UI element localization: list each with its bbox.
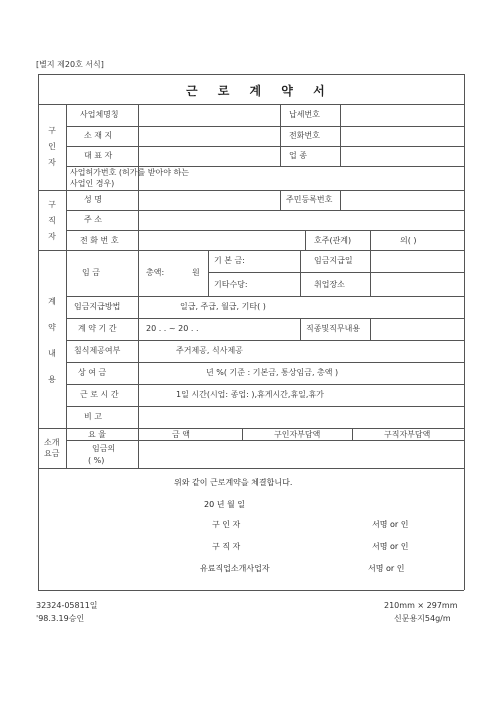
fee-rate-label: 요 율: [88, 430, 106, 439]
representative-label: 대 표 자: [84, 151, 113, 160]
seeker-address-label: 주 소: [84, 215, 102, 224]
pay-day-label: 임금지급일: [314, 256, 353, 265]
approval-date: '98.3.19승인: [36, 614, 85, 623]
household-head-label: 호주(관계): [314, 236, 352, 245]
address-label: 소 재 지: [84, 131, 113, 140]
lodging-value: 주거제공, 식사제공: [176, 346, 243, 355]
seeker-section-label: 구 직 자: [48, 200, 56, 241]
fee-section-label-1: 소개: [44, 438, 60, 447]
business-name-label: 사업체명칭: [80, 110, 119, 119]
paper-size: 210mm × 297mm: [384, 601, 458, 610]
contract-period-value: 20 . . ~ 20 . .: [146, 324, 199, 333]
employer-share-label: 구인자부담액: [274, 430, 321, 439]
wage-ratio-label: 임금의: [92, 444, 116, 453]
employer-sign-label: 구 인 자: [212, 520, 241, 529]
fee-section-label-2: 요금: [44, 449, 60, 458]
contract-section-label: 계 약 내 용: [48, 297, 56, 384]
pay-method-value: 일급, 주급, 월급, 기타( ): [180, 302, 266, 311]
seeker-name-label: 성 명: [84, 195, 102, 204]
working-hours-value: 1일 시간(시업: 종업: ),휴게시간,휴일,휴가: [176, 390, 324, 399]
agreement-statement: 위와 같이 근로계약을 체결합니다.: [174, 478, 293, 487]
employer-section-label: 구 인 자: [48, 126, 56, 167]
resident-number-label: 주민등록번호: [286, 195, 333, 204]
seeker-sign-label: 구 직 자: [212, 542, 241, 551]
wage-label: 임 금: [82, 268, 100, 277]
industry-label: 업 종: [289, 151, 307, 160]
contract-date: 20 년 월 일: [204, 500, 245, 509]
allowance-label: 기타수당:: [214, 280, 248, 289]
agency-sign-label: 유료직업소개사업자: [200, 564, 270, 573]
seeker-phone-label: 전 화 번 호: [80, 236, 119, 245]
permit-number-note: 사업인 경우): [70, 179, 115, 188]
bonus-label: 상 여 금: [78, 368, 107, 377]
seeker-share-label: 구직자부담액: [384, 430, 431, 439]
wage-total-label: 총액:: [146, 268, 165, 277]
contract-period-label: 계 약 기 간: [78, 324, 117, 333]
form-label: [별지 제20호 서식]: [36, 60, 104, 69]
working-hours-label: 근 로 시 간: [80, 390, 119, 399]
wage-won-unit: 원: [192, 268, 200, 277]
job-description-label: 직종및직무내용: [306, 324, 361, 333]
relation-field: 의( ): [400, 236, 417, 245]
seeker-signature: 서명 or 인: [372, 542, 409, 551]
page-title: 근 로 계 약 서: [186, 84, 333, 98]
pay-method-label: 임금지급방법: [74, 302, 121, 311]
base-pay-label: 기 본 금:: [214, 256, 245, 265]
lodging-label: 침식제공여부: [74, 346, 121, 355]
paper-type: 신문용지54g/m: [394, 614, 451, 623]
wage-ratio-percent: ( %): [88, 456, 105, 465]
permit-number-label: 사업허가번호 (허가를 받아야 하는: [70, 168, 189, 177]
form-code: 32324-05811일: [36, 601, 98, 610]
tax-number-label: 납세번호: [289, 110, 320, 119]
bonus-value: 년 %( 기준 : 기본금, 통상임금, 총액 ): [206, 368, 339, 377]
remarks-label: 비 고: [84, 412, 102, 421]
employer-signature: 서명 or 인: [372, 520, 409, 529]
workplace-label: 취업장소: [314, 280, 345, 289]
employer-phone-label: 전화번호: [289, 131, 320, 140]
fee-amount-label: 금 액: [172, 430, 190, 439]
agency-signature: 서명 or 인: [368, 564, 405, 573]
